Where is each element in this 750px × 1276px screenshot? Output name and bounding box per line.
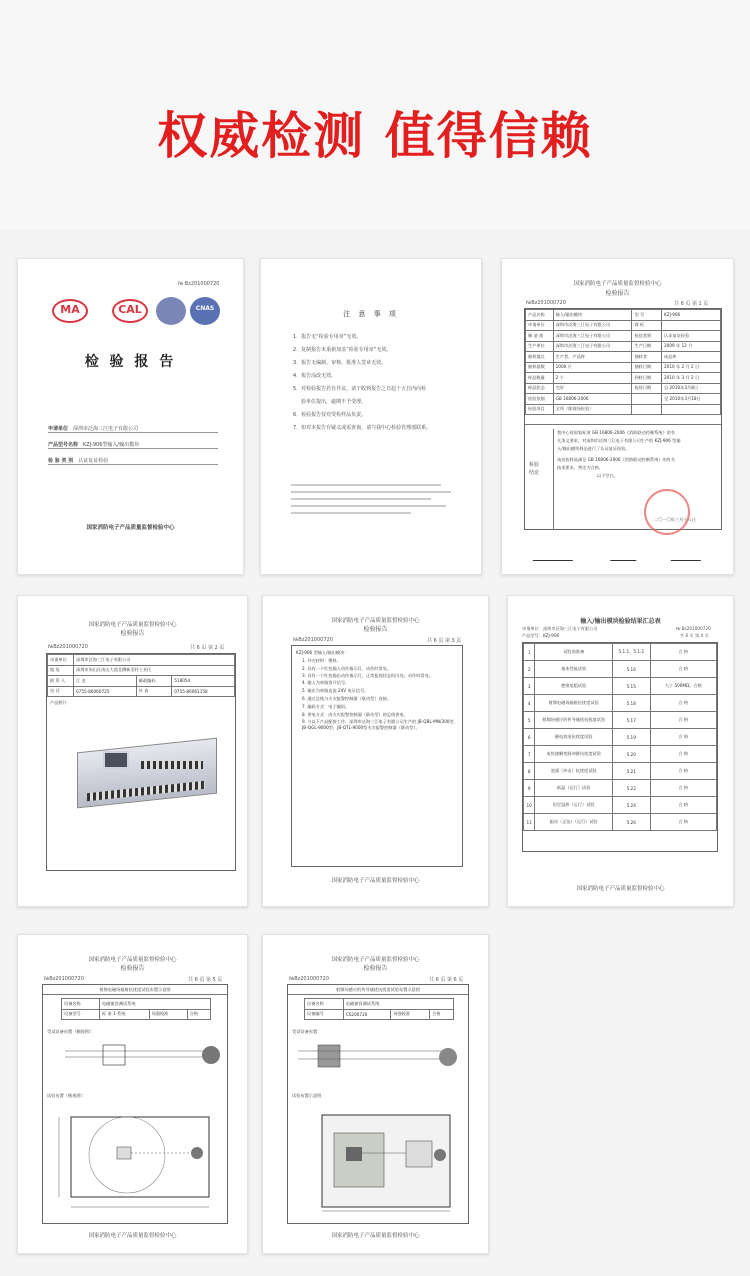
- contact-line-placeholder: [291, 484, 441, 486]
- conclusion-line: 我中心按国家标准 GB 16806-2006《消防联动控制系统》的有: [557, 430, 676, 435]
- table-cell: 场强校准: [391, 1009, 430, 1020]
- report-notes-page: [260, 258, 482, 575]
- page-number: 共 6 页 第 4 页: [680, 633, 709, 638]
- table-cell: 设备编号: [305, 1009, 344, 1020]
- eut-box: [318, 1045, 340, 1067]
- table-cell: 大于 500MΩ，合格: [650, 678, 716, 695]
- table-row: [526, 341, 721, 352]
- table-cell: 深圳市泛海三江电子有限公司: [74, 655, 235, 666]
- report-number: № Bz201000720: [676, 626, 711, 631]
- table-cell: 合 格: [650, 695, 716, 712]
- table-cell: 样品数量: [526, 373, 554, 384]
- table-row: [526, 383, 721, 394]
- table-row: [524, 695, 717, 712]
- table-cell: 电快速瞬变脉冲群抗扰度试验: [535, 746, 612, 763]
- table-cell: 5.22: [612, 780, 650, 797]
- table-cell: 全项（除现场检验）: [553, 404, 632, 415]
- table-cell: [632, 394, 662, 405]
- table-cell: GB 16806-2006: [553, 394, 632, 405]
- diagram-label-a: 受试设备布置（侧视图）：: [47, 1029, 96, 1034]
- table-cell: 传 真: [136, 686, 171, 697]
- page-title: 检验报告: [363, 626, 388, 633]
- module-terminals: [141, 761, 203, 769]
- conclusion-block: [525, 424, 721, 530]
- table-row: [48, 665, 235, 676]
- diagram-label-b: 试验布置示意图：: [292, 1093, 326, 1098]
- table-cell: 完好: [553, 383, 632, 394]
- note-item: 3．报告无编制、审核、批准人签章无效。: [293, 360, 387, 366]
- table-cell: 检验类别: [632, 331, 662, 342]
- table-cell: 静电放电抗扰度试验: [535, 729, 612, 746]
- org-name: 国家消防电子产品质量监督检验中心: [573, 281, 662, 287]
- table-cell: 邮政编码: [136, 676, 171, 687]
- table-cell: 成品库: [662, 352, 721, 363]
- contact-line-placeholder: [291, 505, 446, 507]
- eut-box: [117, 1147, 131, 1159]
- table-row: [526, 352, 721, 363]
- conclusion-line: 关条文要求，对深圳市泛海三江电子有限公司生产的 KZJ-906 型输: [557, 438, 681, 443]
- diagram-info-table: [61, 998, 211, 1020]
- desc-line: 8. 供电方式：由火灾报警控制器（联动型）的总线供电。: [302, 712, 408, 717]
- signature-icon: [533, 551, 576, 561]
- page-number: 共 6 页 第 3 页: [427, 638, 462, 644]
- note-item: 5．对检验报告若有异议，请于收到报告之日起十五日内向检: [293, 386, 427, 392]
- table-cell: KZJ-906: [662, 310, 721, 321]
- note-item: 验单位提出，逾期不予受理。: [301, 399, 367, 405]
- page-footer: 国家消防电子产品质量监督检验中心: [576, 886, 665, 892]
- table-row: [524, 729, 717, 746]
- table-cell: 合 格: [650, 661, 716, 678]
- table-row: [526, 331, 721, 342]
- clamp-icon: [439, 1048, 457, 1066]
- table-cell: 5.26: [612, 814, 650, 831]
- desc-line: 6. 通过总线与火灾报警控制器（联动型）连接。: [302, 696, 392, 701]
- report-number: №Bz201000720: [48, 644, 88, 650]
- page-footer: 国家消防电子产品质量监督检验中心: [331, 1233, 420, 1239]
- desc-line: 3. 具有一个红色输出动作指示灯，正常监视状态时闪亮，动作时常亮。: [302, 673, 433, 678]
- table-cell: 深圳市泛海三江电子有限公司: [553, 331, 632, 342]
- desc-line: 1. 外壳材料：塑料。: [302, 658, 341, 663]
- page-title: 检验报告: [363, 965, 388, 972]
- table-cell: 5.1.1、5.1.2: [612, 644, 650, 661]
- table-row: [48, 655, 235, 666]
- table-cell: 生产日期: [632, 341, 662, 352]
- table-row: [524, 678, 717, 695]
- org-name: 国家消防电子产品质量监督检验中心: [88, 957, 177, 963]
- note-item: 1．报告无“检验专用章”无效。: [293, 334, 362, 340]
- table-row: [524, 746, 717, 763]
- table-cell: 5.17: [612, 712, 650, 729]
- signature-icon: [671, 551, 704, 561]
- report-page-4-summary: [507, 595, 734, 907]
- summary-table: [523, 643, 717, 831]
- module-display: [103, 751, 129, 769]
- table-cell: 生产者、产品库: [553, 352, 632, 363]
- diagram-label-a: 受试设备布置：: [292, 1029, 322, 1034]
- report-cover-page: [17, 258, 244, 575]
- page-title: 检验报告: [605, 290, 630, 297]
- table-cell: 电 话: [48, 686, 74, 697]
- table-cell: 2010 年 2 月 2 日: [662, 362, 721, 373]
- table-cell: 5.16: [612, 661, 650, 678]
- table-cell: 合 格: [650, 712, 716, 729]
- table-cell: 江 龙: [74, 676, 137, 687]
- org-name: 国家消防电子产品质量监督检验中心: [88, 622, 177, 628]
- table-cell: 5: [524, 712, 535, 729]
- table-cell: 2009 年 12 月: [662, 341, 721, 352]
- table-cell: 5.19: [612, 729, 650, 746]
- table-cell: 设备名称: [62, 999, 100, 1010]
- table-cell: 合 格: [650, 644, 716, 661]
- table-cell: [662, 404, 721, 415]
- table-cell: 518054: [172, 676, 235, 687]
- table-row: [62, 1009, 211, 1020]
- report-number: №Bz201000720: [44, 976, 84, 982]
- conclusion-line: 以下空白。: [597, 473, 618, 478]
- note-item: 7．如对本报告有疑义或需查询，请与我中心检验管理部联系。: [293, 425, 432, 431]
- page-number: 共 6 页 第 2 页: [190, 645, 225, 651]
- table-cell: 深圳市泛海三江电子有限公司: [553, 341, 632, 352]
- contact-line-placeholder: [291, 512, 411, 514]
- table-cell: 合 格: [650, 746, 716, 763]
- table-cell: 浪涌（冲击）抗扰度试验: [535, 763, 612, 780]
- table-cell: 合 格: [650, 814, 716, 831]
- diagram-table-title: 射频电磁场辐射抗扰度试验布置示意图: [43, 985, 227, 995]
- page-number: 共 6 页 第 5 页: [188, 977, 223, 983]
- org-name: 国家消防电子产品质量监督检验中心: [331, 618, 420, 624]
- page-number: 共 6 页 第 1 页: [674, 301, 709, 307]
- cover-footer: 国家消防电子产品质量监督检验中心: [86, 525, 175, 531]
- table-cell: 5.21: [612, 763, 650, 780]
- table-cell: 5.18: [612, 695, 650, 712]
- table-cell: 自 2010年3月8日: [662, 383, 721, 394]
- table-row: [526, 320, 721, 331]
- signature-icon: [610, 547, 640, 561]
- setup-top-view-diagram: [294, 1103, 464, 1217]
- table-cell: 抽样基数: [526, 362, 554, 373]
- table-row: [48, 686, 235, 697]
- table-cell: 绝缘电阻试验: [535, 678, 612, 695]
- report-number: №Bz201000720: [526, 300, 566, 306]
- table-cell: 6: [524, 729, 535, 746]
- table-row: [524, 780, 717, 797]
- report-number: №Bz201000720: [293, 637, 333, 643]
- table-cell: 9: [524, 780, 535, 797]
- report-page-3: [262, 595, 489, 907]
- table-cell: 到样日期: [632, 373, 662, 384]
- table-row: [524, 661, 717, 678]
- note-item: 4．报告涂改无效。: [293, 373, 337, 379]
- table-cell: 合 格: [650, 729, 716, 746]
- clamp-icon: [434, 1149, 446, 1161]
- info-table: [524, 308, 722, 530]
- field-label: 产品型号名称: [48, 442, 79, 448]
- table-cell: 试验前准备: [535, 644, 612, 661]
- conclusion-label: 检验结论: [529, 462, 540, 476]
- conclusion-line: 入/输出模块样品进行了认证复证检验。: [557, 446, 630, 451]
- table-row: [524, 814, 717, 831]
- contact-block: [291, 479, 461, 535]
- contact-line-placeholder: [291, 498, 431, 500]
- diagram-frame: [42, 984, 228, 1224]
- conclusion-text: [553, 429, 719, 530]
- notes-title: 注 意 事 项: [343, 310, 399, 318]
- table-cell: 4: [524, 695, 535, 712]
- summary-model: 产品型号：KZJ-906: [522, 633, 560, 638]
- table-cell: 7: [524, 746, 535, 763]
- field-applicant: [48, 425, 218, 433]
- table-cell: 联 系 人: [48, 676, 74, 687]
- cal-logo-text: CAL: [118, 303, 142, 316]
- table-cell: 射频电磁场辐射抗扰度试验: [535, 695, 612, 712]
- desc-line: 5. 输出为单路直流 24V 电压信号。: [302, 688, 369, 693]
- cma-logo-text: MA: [60, 303, 80, 316]
- table-cell: 深圳市南山区南山大道北侧新美村工业区: [74, 665, 235, 676]
- cdn-box: [406, 1141, 432, 1167]
- notes-list: [293, 331, 463, 435]
- desc-line: KZJ-906 型输入/输出模块：: [296, 650, 349, 655]
- table-cell: 射频场感应的传导骚扰抗扰度试验: [535, 712, 612, 729]
- eut-box: [346, 1147, 362, 1161]
- report-page-5-diagram: [17, 934, 248, 1254]
- table-cell: 2: [524, 661, 535, 678]
- table-row: [526, 362, 721, 373]
- table-cell: 振动（正弦）（运行）试验: [535, 814, 612, 831]
- table-row: [524, 644, 717, 661]
- table-cell: 5.15: [612, 678, 650, 695]
- table-cell: 0755-86061158: [172, 686, 235, 697]
- desc-line: 4. 输入为单路常开信号。: [302, 680, 350, 685]
- table-cell: 8: [524, 763, 535, 780]
- note-item: 2．复制报告未重新加盖“检验专用章”无效。: [293, 347, 392, 353]
- table-cell: 电磁兼容测试系统: [343, 999, 453, 1010]
- table-cell: 3: [524, 678, 535, 695]
- table-cell: 商 标: [632, 320, 662, 331]
- page-title: 检验报告: [120, 630, 145, 637]
- table-cell: 型 号: [632, 310, 662, 321]
- table-cell: 电磁兼容测试系统: [100, 999, 211, 1010]
- table-cell: 0755-86060725: [74, 686, 137, 697]
- info-table-grid: [525, 309, 721, 415]
- table-row: [524, 797, 717, 814]
- summary-applicant: 申请单位：深圳市泛海三江电子有限公司: [522, 626, 598, 631]
- table-cell: 设备名称: [305, 999, 344, 1010]
- conclusion-line: 该送检样品满足 GB 16806-2006《消防联动控制系统》的有关: [557, 457, 676, 462]
- inspection-stamp-icon: [644, 489, 690, 535]
- field-value: 认证复证检验: [78, 458, 109, 464]
- table-cell: 合格: [430, 1009, 454, 1020]
- table-cell: CS200720: [343, 1009, 390, 1020]
- table-cell: 抽样者: [632, 352, 662, 363]
- report-number: №Bz201000720: [289, 976, 329, 982]
- table-cell: 申请单位: [526, 320, 554, 331]
- table-cell: 设备型号: [62, 1009, 100, 1020]
- table-cell: 输入/输出模块: [553, 310, 632, 321]
- report-title: 检 验 报 告: [84, 354, 177, 370]
- report-page-1: [501, 258, 734, 575]
- setup-side-view-diagram: [53, 1037, 223, 1087]
- table-row: [48, 676, 235, 687]
- info-frame: [46, 653, 236, 871]
- report-page-2: [17, 595, 248, 907]
- page-footer: 国家消防电子产品质量监督检验中心: [331, 878, 420, 884]
- table-cell: 11: [524, 814, 535, 831]
- table-cell: [662, 320, 721, 331]
- summary-table-frame: [522, 642, 718, 852]
- table-row: [305, 999, 454, 1010]
- globe-logo-icon: [156, 297, 186, 325]
- antenna-icon: [202, 1046, 220, 1064]
- table-row: [62, 999, 211, 1010]
- table-cell: 样品状态: [526, 383, 554, 394]
- table-cell: 1: [524, 644, 535, 661]
- banner: [0, 0, 750, 230]
- summary-title: 输入/输出模块检验结果汇总表: [580, 618, 661, 625]
- table-row: [526, 394, 721, 405]
- table-cell: 生产单位: [526, 341, 554, 352]
- conclusion-line: 技术要求，判定为合格。: [557, 465, 604, 470]
- description-frame: [291, 645, 463, 867]
- table-cell: 5.20: [612, 746, 650, 763]
- table-cell: 恒定湿热（运行）试验: [535, 797, 612, 814]
- setup-side-view-diagram: [298, 1037, 464, 1087]
- diagram-label-b: 试验布置（俯视图）：: [47, 1093, 87, 1098]
- table-cell: 抽样日期: [632, 362, 662, 373]
- chamber-outline: [71, 1117, 209, 1197]
- report-page-6-diagram: [262, 934, 489, 1254]
- table-cell: 抽样地点: [526, 352, 554, 363]
- table-cell: 检验依据: [526, 394, 554, 405]
- sign-date: 二〇一〇年三月十八日: [654, 517, 696, 522]
- contact-line-placeholder: [291, 491, 451, 493]
- field-label: 检 验 类 别: [48, 458, 74, 464]
- desc-line: 2. 具有一个红色输入动作指示灯，动作时常亮。: [302, 666, 392, 671]
- table-row: [526, 404, 721, 415]
- cnas-logo-text: CNAS: [195, 305, 215, 312]
- table-cell: 基本性能试验: [535, 661, 612, 678]
- table-row: [524, 763, 717, 780]
- page-number: 共 6 页 第 6 页: [429, 977, 464, 983]
- table-cell: 合 格: [650, 780, 716, 797]
- table-cell: 检验日期: [632, 383, 662, 394]
- table-cell: 申请单位: [48, 655, 74, 666]
- field-product: [48, 441, 218, 449]
- table-row: [526, 310, 721, 321]
- table-cell: 制 造 商: [526, 331, 554, 342]
- table-cell: 检验项目: [526, 404, 554, 415]
- eut-box: [103, 1045, 125, 1065]
- note-item: 6．检验报告仅对受检样品负责。: [293, 412, 367, 418]
- table-cell: [632, 404, 662, 415]
- table-cell: 标 准 1 系统: [100, 1009, 150, 1020]
- diagram-info-table: [304, 998, 454, 1020]
- antenna-icon: [191, 1147, 203, 1159]
- diagram-frame: [287, 984, 469, 1224]
- field-value: KZJ-906型输入/输出模块: [83, 442, 140, 448]
- report-number: № Bz201000720: [178, 281, 220, 287]
- table-cell: 2010 年 3 月 2 日: [662, 373, 721, 384]
- photo-label: 产品照片: [50, 700, 67, 705]
- table-cell: 2 个: [553, 373, 632, 384]
- table-cell: 认证复证检验: [662, 331, 721, 342]
- table-cell: 合格: [187, 1009, 210, 1020]
- desc-line: 7. 编码方式：电子编码。: [302, 704, 350, 709]
- table-cell: 合 格: [650, 763, 716, 780]
- table-row: [524, 712, 717, 729]
- table-cell: 深圳市泛海三江电子有限公司: [553, 320, 632, 331]
- product-photo: [77, 737, 217, 815]
- page-title: 检验报告: [120, 965, 145, 972]
- page-footer: 国家消防电子产品质量监督检验中心: [88, 1233, 177, 1239]
- table-cell: 场强校准: [149, 1009, 187, 1020]
- table-cell: 合 格: [650, 797, 716, 814]
- table-cell: 10: [524, 797, 535, 814]
- table-cell: 地 址: [48, 665, 74, 676]
- table-row: [526, 373, 721, 384]
- table-cell: 5.24: [612, 797, 650, 814]
- table-cell: 至 2010年3月18日: [662, 394, 721, 405]
- headline: 权威检测 值得信赖: [157, 107, 593, 165]
- setup-top-view-diagram: [51, 1103, 225, 1217]
- table-cell: 产品名称: [526, 310, 554, 321]
- table-cell: 1000 只: [553, 362, 632, 373]
- table-row: [305, 1009, 454, 1020]
- field-label: 申请单位: [48, 426, 69, 432]
- desc-line: 9. 与以下产品配接工作：深圳市泛海三江电子有限公司生产的 JB-QBL-MN/300型、JB-QGL-9000型、JB-QTL-9000型火灾报警控制器（联动型）。: [302, 719, 458, 730]
- org-name: 国家消防电子产品质量监督检验中心: [331, 957, 420, 963]
- table-cell: 低温（运行）试验: [535, 780, 612, 797]
- field-category: [48, 457, 218, 465]
- field-value: 深圳市泛海三江电子有限公司: [73, 426, 139, 432]
- contact-table: [47, 654, 235, 697]
- diagram-table-title: 射频场感应的传导骚扰抗扰度试验布置示意图: [288, 985, 468, 995]
